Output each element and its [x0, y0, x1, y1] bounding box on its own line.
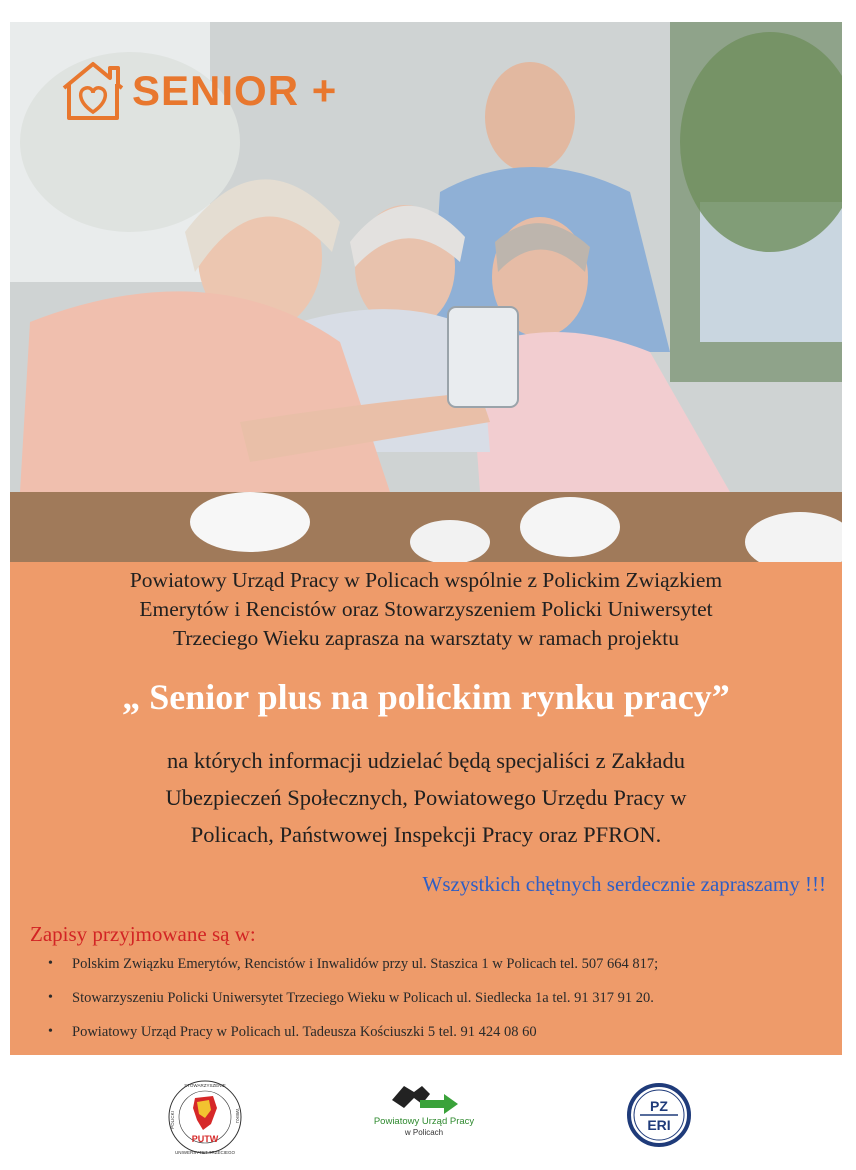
- signup-heading: Zapisy przyjmowane są w:: [30, 922, 256, 946]
- welcome-text: Wszystkich chętnych serdecznie zapraszamy !!!: [422, 872, 826, 896]
- putw-ring-right: WIEKU: [235, 1108, 240, 1124]
- list-item: • Powiatowy Urząd Pracy w Policach ul. Tadeusza Kościuszki 5 tel. 91 424 08 60: [46, 1022, 836, 1056]
- pup-logo: [364, 1080, 484, 1140]
- putw-ring-top: STOWARZYSZENIE: [184, 1083, 226, 1088]
- pup-sub: w Policach: [404, 1128, 444, 1137]
- putw-text: PUTW: [191, 1134, 219, 1144]
- intro-text: [22, 566, 830, 653]
- info-line: Policach, Państwowej Inspekcji Pracy oraz PFRON.: [190, 822, 662, 847]
- info-line: na których informacji udzielać będą specjaliści z Zakładu: [167, 748, 685, 773]
- info-line: Ubezpieczeń Społecznych, Powiatowego Urzędu Pracy w: [165, 785, 687, 810]
- pzeri-logo: [626, 1082, 692, 1148]
- project-title: „ Senior plus na polickim rynku pracy”: [122, 677, 730, 717]
- putw-ring-bottom: UNIWERSYTET TRZECIEGO: [174, 1150, 236, 1155]
- pzeri-line1: PZ: [650, 1098, 668, 1114]
- putw-logo: [165, 1078, 245, 1156]
- putw-emblem: [165, 1078, 245, 1156]
- info-text: [40, 742, 812, 853]
- signup-list: [46, 954, 836, 1056]
- list-item: • Polskim Związku Emerytów, Rencistów i Inwalidów przy ul. Staszica 1 w Policach tel. 507 664 817;: [46, 954, 836, 988]
- intro-line: Powiatowy Urząd Pracy w Policach wspólnie z Polickim Związkiem: [129, 568, 723, 592]
- logo-text: SENIOR +: [132, 67, 338, 114]
- intro-line: Trzeciego Wieku zaprasza na warsztaty w ramach projektu: [173, 626, 679, 650]
- house-heart-icon: [60, 58, 126, 124]
- list-item: • Stowarzyszeniu Policki Uniwersytet Trzeciego Wieku w Policach ul. Siedlecka 1a tel. 91 317 91 20.: [46, 988, 836, 1022]
- pup-arrows-icon: [364, 1080, 484, 1116]
- pzeri-line2: ERI: [647, 1117, 671, 1133]
- senior-plus-logo: [60, 58, 337, 124]
- intro-line: Emerytów i Rencistów oraz Stowarzyszeniem Policki Uniwersytet: [139, 597, 713, 621]
- putw-ring-left: POLICKI: [170, 1111, 175, 1129]
- pup-name: Powiatowy Urząd Pracy: [373, 1116, 475, 1127]
- pzeri-emblem: [626, 1082, 692, 1148]
